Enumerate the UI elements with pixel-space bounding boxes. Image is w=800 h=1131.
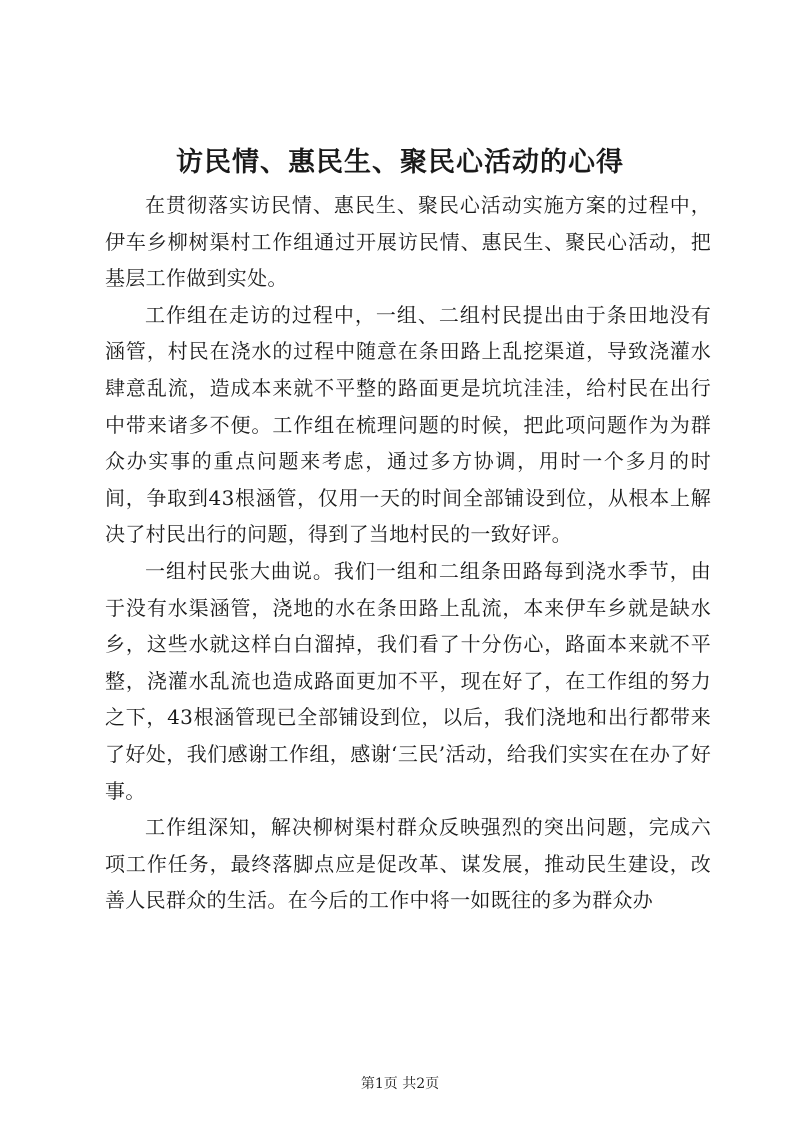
paragraph-4: 工作组深知，解决柳树渠村群众反映强烈的突出问题，完成六项工作任务，最终落脚点应是促改革、谋发展，推动民生建设，改善人民群众的生活。在今后的工作中将一如既往的多为群众办: [105, 815, 711, 913]
document-title: 访民情、惠民生、聚民心活动的心得: [176, 147, 624, 178]
paragraph-3: 一组村民张大曲说。我们一组和二组条田路每到浇水季节，由于没有水渠涵管，浇地的水在条田路上乱流，本来伊车乡就是缺水乡，这些水就这样白白溜掉，我们看了十分伤心，路面本来就不平整，浇灌水乱流也造成路面更加不平，现在好了，在工作组的努力之下，43根涵管现已全部铺设到位，以后，我们浇地和出行都带来了好处，我们感谢工作组，感谢‘三民’活动，给我们实实在在办了好事。: [105, 558, 711, 803]
document-body: [105, 187, 711, 919]
page-number-footer: 第1页 共2页: [360, 1076, 440, 1092]
paragraph-2: 工作组在走访的过程中，一组、二组村民提出由于条田地没有涵管，村民在浇水的过程中随意在条田路上乱挖渠道，导致浇灌水肆意乱流，造成本来就不平整的路面更是坑坑洼洼，给村民在出行中带来诸多不便。工作组在梳理问题的时候，把此项问题作为为群众办实事的重点问题来考虑，通过多方协调，用时一个多月的时间，争取到43根涵管，仅用一天的时间全部铺设到位，从根本上解决了村民出行的问题，得到了当地村民的一致好评。: [105, 302, 711, 547]
paragraph-1: 在贯彻落实访民情、惠民生、聚民心活动实施方案的过程中，伊车乡柳树渠村工作组通过开展访民情、惠民生、聚民心活动，把基层工作做到实处。: [105, 193, 711, 291]
